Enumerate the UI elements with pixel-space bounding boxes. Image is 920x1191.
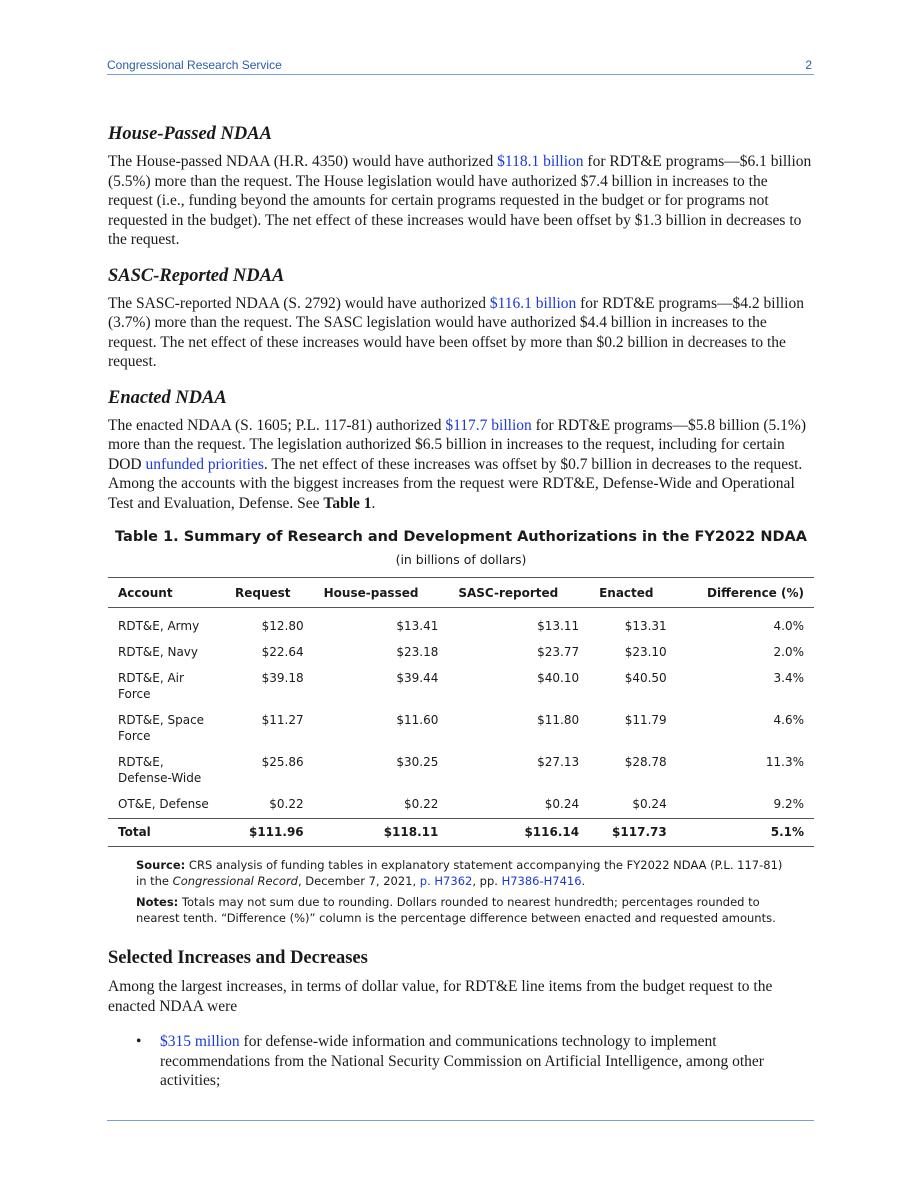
source-note: Source: CRS analysis of funding tables in explanatory statement accompanying the FY2022 NDAA (P.L. 117-81) in the Congressional Record, December 7, 2021, p. H7362, pp. H7386-H7416.: [136, 858, 783, 888]
page-number: 2: [805, 58, 812, 72]
unfunded-priorities-link[interactable]: unfunded priorities: [145, 455, 264, 473]
cell-account: RDT&E, Air Force: [118, 671, 184, 701]
table-notes: [136, 857, 796, 926]
house-heading: House-Passed NDAA: [108, 124, 272, 144]
table-header-row: [108, 578, 814, 608]
footer-rule: [107, 1120, 814, 1121]
table-row: [108, 708, 814, 750]
table-total-row: [108, 819, 814, 847]
enacted-heading: Enacted NDAA: [108, 387, 227, 408]
cell-enacted: $23.10: [624, 645, 667, 659]
sasc-amount-link[interactable]: $116.1 billion: [489, 294, 577, 312]
cell-difference: 9.2%: [773, 797, 804, 811]
cell-request: $0.22: [269, 797, 304, 811]
house-paragraph: The House-passed NDAA (H.R. 4350) would have authorized $118.1 billion for RDT&E programs—$6.1 billion (5.5%) more than the request. The House legislation would have authorized $7.4 billion in increases to the request (i.e., funding beyond the amounts for certain programs requested in the budget or for programs not requested in the budget). The net effect of these increases would have been offset by $1.3 billion in decreases to the request.: [108, 153, 812, 248]
cell-account: RDT&E, Space Force: [118, 713, 205, 743]
cell-difference: 3.4%: [773, 671, 804, 685]
header-difference: Difference (%): [677, 578, 814, 608]
header-house-passed: House-passed: [314, 578, 449, 608]
cell-total-difference: 5.1%: [677, 819, 814, 847]
sasc-paragraph: The SASC-reported NDAA (S. 2792) would have authorized $116.1 billion for RDT&E programs—$4.2 billion (3.7%) more than the request. The SASC legislation would have authorized $4.4 billion in increases to the request. The net effect of these increases would have been offset by more than $0.2 billion in decreases to the request.: [108, 294, 804, 370]
cell-request: $11.27: [261, 713, 304, 727]
cell-house: $23.18: [396, 645, 439, 659]
cell-enacted: $28.78: [624, 755, 667, 769]
cell-sasc: $27.13: [537, 755, 580, 769]
cell-account: RDT&E, Navy: [118, 645, 199, 659]
source-link-h7386[interactable]: H7386-H7416: [501, 874, 582, 888]
cell-account: RDT&E, Defense-Wide: [118, 755, 202, 785]
cell-account: OT&E, Defense: [118, 797, 209, 811]
header-enacted: Enacted: [589, 578, 677, 608]
cell-request: $25.86: [261, 755, 304, 769]
cell-sasc: $13.11: [537, 619, 580, 633]
header-sasc-reported: SASC-reported: [448, 578, 589, 608]
enacted-amount-link[interactable]: $117.7 billion: [445, 416, 532, 434]
header-request: Request: [225, 578, 314, 608]
source-link-h7362[interactable]: p. H7362: [419, 874, 473, 888]
table-row: [108, 750, 814, 792]
cell-request: $39.18: [261, 671, 304, 685]
authorization-table: [108, 577, 814, 847]
sasc-heading: SASC-Reported NDAA: [108, 265, 285, 286]
cell-sasc: $40.10: [537, 671, 580, 685]
cell-enacted: $11.79: [624, 713, 667, 727]
cell-request: $12.80: [261, 619, 304, 633]
cell-total-sasc: $116.14: [448, 819, 589, 847]
cell-difference: 2.0%: [773, 645, 804, 659]
cell-house: $0.22: [404, 797, 439, 811]
selected-heading: Selected Increases and Decreases: [108, 948, 368, 968]
selected-intro: Among the largest increases, in terms of dollar value, for RDT&E line items from the budget request to the enacted NDAA were: [108, 978, 773, 1015]
cell-enacted: $13.31: [624, 619, 667, 633]
increase-list: [108, 1032, 814, 1091]
cell-account: RDT&E, Army: [118, 619, 200, 633]
cell-difference: 11.3%: [765, 755, 804, 769]
table-row: [108, 608, 814, 641]
header-rule: [107, 74, 814, 75]
cell-house: $30.25: [396, 755, 439, 769]
table-row: [108, 666, 814, 708]
cell-enacted: $40.50: [624, 671, 667, 685]
enacted-paragraph: The enacted NDAA (S. 1605; P.L. 117-81) authorized $117.7 billion for RDT&E programs—$5.8 billion (5.1%) more than the request. The legislation authorized $6.5 billion in increases to the request, including for certain DOD unfunded priorities. The net effect of these increases was offset by $0.7 billion in decreases to the request. Among the accounts with the biggest increases from the request were RDT&E, Defense-Wide and Operational Test and Evaluation, Defense. See Table 1.: [108, 416, 806, 512]
table-1: [108, 529, 814, 926]
cell-difference: 4.6%: [773, 713, 804, 727]
table-row: [108, 640, 814, 666]
page-header: [107, 57, 814, 75]
ai-amount-link[interactable]: $315 million: [160, 1033, 240, 1050]
list-item: • $315 million for defense-wide information and communications technology to implement recommendations from the National Security Commission on Artificial Intelligence, among other activities;: [136, 1033, 764, 1089]
cell-sasc: $0.24: [544, 797, 580, 811]
cell-request: $22.64: [261, 645, 304, 659]
cell-total-request: $111.96: [225, 819, 314, 847]
notes-note: Notes: Totals may not sum due to rounding. Dollars rounded to nearest hundredth; percentages rounded to nearest tenth. “Difference (%)” column is the percentage difference between enacted and requested amounts.: [136, 895, 776, 925]
table-row: [108, 792, 814, 819]
cell-house: $11.60: [396, 713, 439, 727]
cell-house: $13.41: [396, 619, 439, 633]
house-amount-link[interactable]: $118.1 billion: [497, 153, 584, 170]
cell-enacted: $0.24: [632, 797, 667, 811]
cell-total-house: $118.11: [314, 819, 449, 847]
table-subtitle: (in billions of dollars): [395, 552, 527, 567]
cell-sasc: $23.77: [537, 645, 580, 659]
cell-sasc: $11.80: [537, 713, 580, 727]
cell-difference: 4.0%: [773, 619, 804, 633]
header-account: Account: [108, 578, 225, 608]
cell-total-enacted: $117.73: [589, 819, 677, 847]
main-content: [108, 124, 814, 1091]
header-org: Congressional Research Service: [107, 58, 282, 72]
cell-house: $39.44: [396, 671, 439, 685]
cell-total-label: Total: [108, 819, 225, 847]
bullet-icon: •: [136, 1033, 142, 1050]
table-title: Table 1. Summary of Research and Development Authorizations in the FY2022 NDAA: [115, 529, 807, 545]
